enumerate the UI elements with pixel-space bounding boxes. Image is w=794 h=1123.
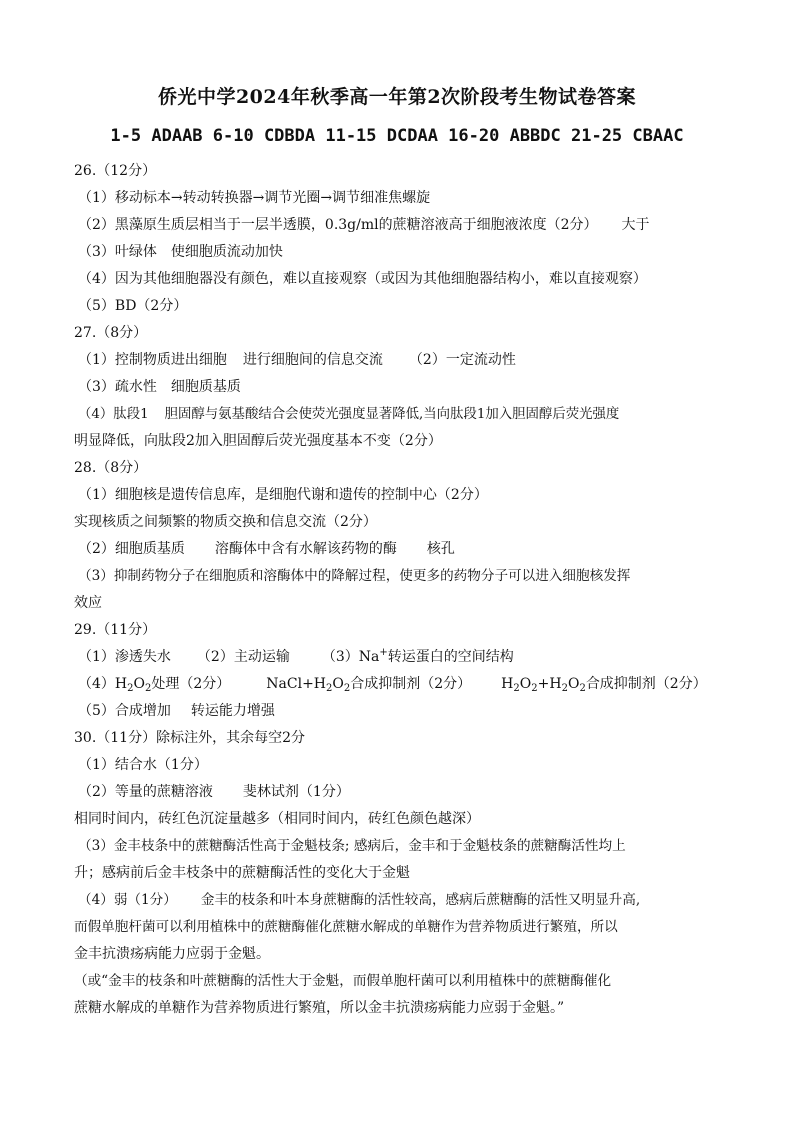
q30-answer-2	[74, 779, 724, 806]
q28-answer-1-cont: 实现核质之间频繁的物质交换和信息交流（2分）	[74, 514, 377, 530]
q30-answer-2-text: （2）等量的蔗糖溶液	[78, 784, 213, 800]
q28-answer-2	[74, 536, 724, 563]
q26-answer-2-extra: 大于	[621, 217, 650, 233]
q30-alternative-2: 蔗糖水解成的单糖作为营养物质进行繁殖，所以金丰抗溃疡病能力应弱于金魁。”	[74, 1000, 565, 1016]
q26-answer-3-text: （3）叶绿体	[78, 244, 157, 260]
q29-answer-5	[74, 698, 724, 725]
q30-answer-4-cont: 而假单胞杆菌可以利用植株中的蔗糖酶催化蔗糖水解成的单糖作为营养物质进行繁殖，所以	[74, 919, 618, 935]
q26-answer-3-extra: 使细胞质流动加快	[170, 244, 283, 260]
q27-answer-3-extra: 细胞质基质	[170, 379, 241, 395]
q30-answer-3: （3）金丰枝条中的蔗糖酶活性高于金魁枝条; 感病后，金丰和于金魁枝条的蔗糖酶活性均上	[78, 838, 626, 854]
q27-answer-1-text: （1）控制物质进出细胞	[78, 352, 227, 368]
q30-answer-3-cont: 升；感病前后金丰枝条中的蔗糖酶活性的变化大于金魁	[74, 865, 410, 881]
q26-answer-4: （4）因为其他细胞器没有颜色，难以直接观察（或因为其他细胞器结构小，难以直接观察）	[78, 271, 647, 287]
q30-answer-4-text: （4）弱（1分）	[78, 892, 177, 908]
q29-answer-4b: $NaCl+H_2O_2$合成抑制剂（2分）	[266, 676, 472, 694]
q28-answer-2-extra: 溶酶体中含有水解该药物的酶	[214, 541, 397, 557]
q27-answer-4-cont: 明显降低，向肽段2加入胆固醇后荧光强度基本不变（2分）	[74, 433, 442, 449]
q29-answer-2: （2）主动运输	[196, 649, 290, 665]
q26-answer-3	[74, 239, 724, 266]
q30-answer-1: （1）结合水（1分）	[78, 757, 208, 773]
question-29-heading: 29.（11分）	[74, 622, 157, 638]
q28-answer-3-cont: 效应	[74, 595, 102, 611]
q30-alternative-1: （或“金丰的枝条和叶蔗糖酶的活性大于金魁，而假单胞杆菌可以利用植株中的蔗糖酶催化	[74, 973, 612, 989]
q27-answer-1	[74, 347, 724, 374]
q29-answer-4a: $(4)H_2O_2$处理（2分）	[78, 676, 231, 694]
q27-answer-3-text: （3）疏水性	[78, 379, 157, 395]
q27-answer-2: （2）一定流动性	[408, 352, 516, 368]
question-30-heading: 30.（11分）除标注外，其余每空2分	[74, 730, 305, 746]
q28-answer-3: （3）抑制药物分子在细胞质和溶酶体中的降解过程，使更多的药物分子可以进入细胞核发挥	[78, 568, 631, 584]
question-27-heading: 27.（8分）	[74, 325, 148, 341]
q27-answer-4-extra: 胆固醇与氨基酸结合会使荧光强度显著降低,当向肽段1加入胆固醇后荧光强度	[164, 407, 620, 422]
q30-answer-2-extra: 斐林试剂（1分）	[242, 784, 350, 800]
q26-answer-5: （5）BD（2分）	[78, 298, 188, 314]
q30-answer-4-cont2: 金丰抗溃疡病能力应弱于金魁。	[74, 946, 270, 962]
q28-answer-2-extra2: 核孔	[426, 541, 455, 557]
q26-answer-2-text: （2）黑藻原生质层相当于一层半透膜，0.3g/ml的蔗糖溶液高于细胞液浓度（2分）	[78, 217, 598, 233]
question-28-heading: 28.（8分）	[74, 460, 148, 476]
q29-answer-5-text: （5）合成增加	[78, 703, 171, 719]
multiple-choice-answers: 1-5 ADAAB 6-10 CDBDA 11-15 DCDAA 16-20 ABBDC 21-25 CBAAC	[110, 126, 684, 146]
q30-answer-4	[74, 887, 724, 914]
q27-answer-4	[74, 401, 724, 428]
q29-answer-3: （3）Na+转运蛋白的空间结构	[321, 647, 514, 665]
q29-answer-1-3	[74, 644, 724, 671]
q27-answer-4-text: （4）肽段1	[78, 407, 149, 422]
q26-answer-2	[74, 212, 724, 239]
page-title: 侨光中学2024年秋季高一年第2次阶段考生物试卷答案	[157, 86, 637, 108]
q26-answer-1: （1）移动标本→转动转换器→调节光圈→调节细准焦螺旋	[78, 190, 431, 206]
q29-answer-1: （1）渗透失水	[78, 649, 171, 665]
q27-answer-3	[74, 374, 724, 401]
q27-answer-1-extra: 进行细胞间的信息交流	[242, 352, 383, 368]
q28-answer-1: （1）细胞核是遗传信息库，是细胞代谢和遗传的控制中心（2分）	[78, 487, 488, 503]
answer-content	[74, 158, 724, 1022]
q30-answer-4-extra: 金丰的枝条和叶本身蔗糖酶的活性较高，感病后蔗糖酶的活性又明显升高,	[200, 892, 641, 908]
question-26-heading: 26.（12分）	[74, 163, 157, 179]
q29-answer-4c: $H_2O_2+H_2O_2$合成抑制剂（2分）	[501, 676, 707, 694]
q30-answer-2-cont: 相同时间内，砖红色沉淀量越多（相同时间内，砖红色颜色越深）	[74, 811, 480, 827]
q29-answer-5-extra: 转运能力增强	[190, 703, 275, 719]
q28-answer-2-text: （2）细胞质基质	[78, 541, 185, 557]
q29-answer-4	[74, 671, 724, 698]
